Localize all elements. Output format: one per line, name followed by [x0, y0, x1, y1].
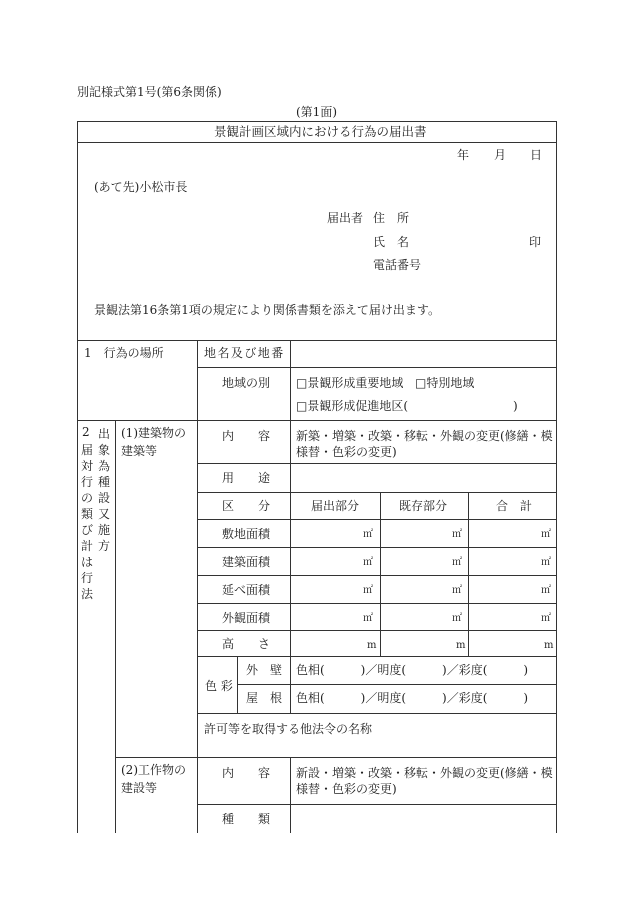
- applicant-address-label: 住 所: [373, 211, 410, 225]
- section2-number: 2: [82, 425, 90, 439]
- row-site-area-unit-total: ㎡: [541, 529, 551, 540]
- building-division-label: 区 分: [222, 499, 271, 513]
- form-number-label: 別記様式第1号(第6条関係): [77, 85, 222, 99]
- col-existing-header: 既存部分: [399, 499, 448, 513]
- row-height-unit-total: m: [544, 640, 554, 651]
- roof-color-spec: 色相( )／明度( )／彩度( ): [296, 691, 529, 705]
- applicant-name-label: 氏 名: [373, 235, 410, 249]
- structure-content-line1: 新設・増築・改築・移転・外観の変更(修繕・模: [296, 766, 553, 780]
- row-floor-area-unit-total: ㎡: [541, 585, 551, 596]
- row-building-area-label: 建築面積: [222, 555, 271, 569]
- row-height-unit-existing: m: [456, 640, 466, 651]
- row-building-area-unit-total: ㎡: [541, 557, 551, 568]
- row-floor-area-unit-notified: ㎡: [363, 585, 373, 596]
- structure-label-line2: 建設等: [121, 781, 158, 795]
- row-floor-area-label: 延べ面積: [222, 583, 271, 597]
- seal-mark: 印: [529, 235, 542, 249]
- roof-label: 屋 根: [246, 691, 283, 705]
- row-site-area-label: 敷地面積: [222, 527, 271, 541]
- form-title: 景観計画区域内における行為の届出書: [214, 124, 427, 139]
- row-floor-area-unit-existing: ㎡: [452, 585, 462, 596]
- date-month: 月: [494, 148, 507, 162]
- addressee: (あて先)小松市長: [94, 180, 188, 194]
- row-facade-area-unit-notified: ㎡: [363, 613, 373, 624]
- date-day: 日: [530, 148, 543, 162]
- area-option-important[interactable]: □景観形成重要地域: [296, 376, 404, 390]
- area-type-label: 地域の別: [222, 376, 271, 390]
- other-law-label: 許可等を取得する他法令の名称: [204, 722, 373, 736]
- row-building-area-unit-existing: ㎡: [452, 557, 462, 568]
- wall-label: 外 壁: [246, 663, 283, 677]
- place-label: 地名及び地番: [204, 346, 285, 360]
- page-number-label: (第1面): [296, 105, 337, 119]
- wall-color-spec: 色相( )／明度( )／彩度( ): [296, 663, 529, 677]
- section1-label: 1 行為の場所: [84, 346, 164, 360]
- col-notified-header: 届出部分: [311, 499, 360, 513]
- building-label-line2: 建築等: [121, 444, 158, 458]
- row-building-area-unit-notified: ㎡: [363, 557, 373, 568]
- row-height-label: 高 さ: [222, 637, 271, 651]
- row-facade-area-unit-total: ㎡: [541, 613, 551, 624]
- row-facade-area-unit-existing: ㎡: [452, 613, 462, 624]
- structure-content-label: 内 容: [222, 766, 271, 780]
- building-use-label: 用 途: [222, 471, 271, 485]
- col-total-header: 合 計: [496, 499, 533, 513]
- section2-label-col-a: 出 象 為 種 設 又 施 方: [97, 427, 110, 553]
- date-year: 年: [457, 148, 470, 162]
- structure-label-line1: (2)工作物の: [121, 763, 186, 777]
- section2-label-col-b: 届 対 行 の 類 び 計 は 行 法: [80, 443, 93, 601]
- area-option-promotion-close: ): [513, 399, 518, 413]
- row-site-area-unit-notified: ㎡: [363, 529, 373, 540]
- row-site-area-unit-existing: ㎡: [452, 529, 462, 540]
- applicant-phone-label: 電話番号: [373, 258, 422, 272]
- structure-content-line2: 様替・色彩の変更): [296, 782, 397, 796]
- structure-type-label: 種 類: [222, 812, 271, 826]
- color-label: 色 彩: [205, 679, 233, 693]
- row-height-unit-notified: m: [367, 640, 377, 651]
- area-option-special[interactable]: □特別地域: [415, 376, 475, 390]
- building-content-line2: 様替・色彩の変更): [296, 445, 397, 459]
- applicant-label: 届出者: [327, 211, 364, 225]
- building-content-line1: 新築・増築・改築・移転・外観の変更(修繕・模: [296, 429, 553, 443]
- area-option-promotion[interactable]: □景観形成促進地区(: [296, 399, 409, 413]
- statement-text: 景観法第16条第1項の規定により関係書類を添えて届け出ます。: [94, 303, 440, 317]
- row-facade-area-label: 外観面積: [222, 611, 271, 625]
- building-label-line1: (1)建築物の: [121, 426, 186, 440]
- building-content-label: 内 容: [222, 429, 271, 443]
